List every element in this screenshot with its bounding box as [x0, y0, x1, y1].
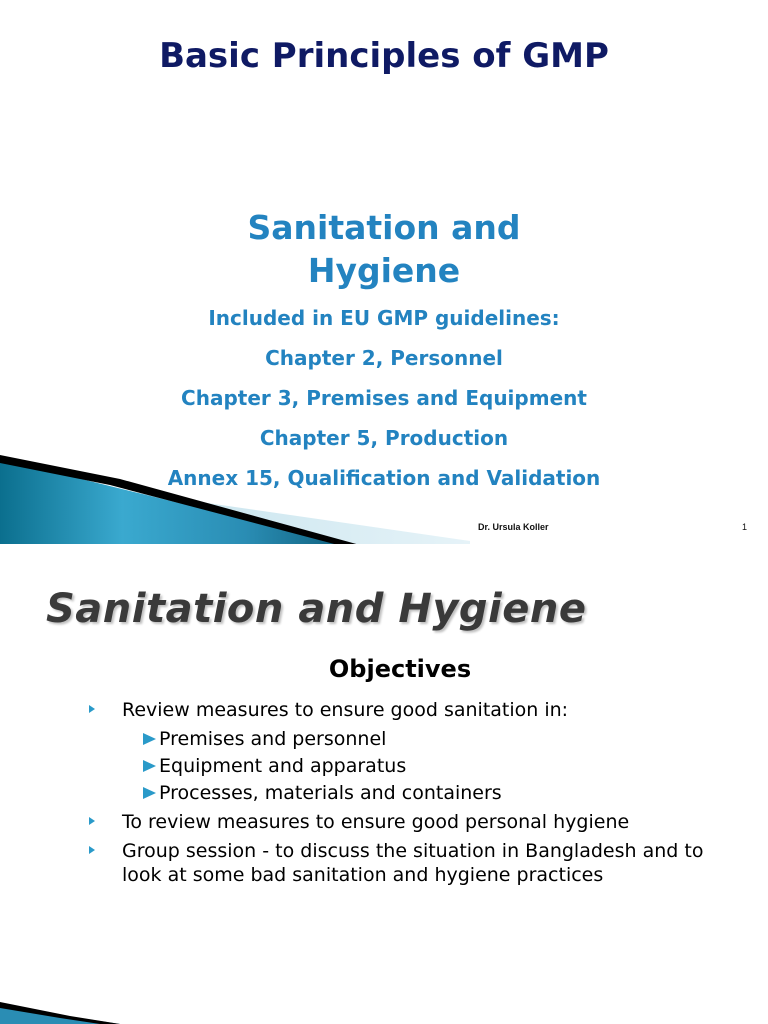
objective-subitem	[0, 727, 768, 751]
objective-subtext: Premises and personnel	[159, 728, 387, 750]
bullet-arrow-icon	[143, 787, 156, 799]
objective-subitem	[0, 754, 768, 778]
slide-decoration-swoosh	[0, 992, 120, 1024]
bullet-arrow-icon	[89, 705, 95, 713]
objective-item	[0, 810, 768, 834]
objective-subtext: Equipment and apparatus	[159, 755, 407, 777]
bullet-arrow-icon	[89, 817, 95, 825]
slide-2-title: Sanitation and Hygiene	[46, 586, 587, 632]
bullet-arrow-icon	[89, 846, 95, 854]
objective-text: To review measures to ensure good personal hygiene	[122, 811, 630, 833]
slide-1-title: Basic Principles of GMP	[159, 36, 609, 76]
objective-subtext: Processes, materials and containers	[159, 782, 502, 804]
guideline-line: Chapter 5, Production	[259, 426, 509, 450]
guideline-line: Chapter 3, Premises and Equipment	[181, 386, 587, 410]
objective-item	[0, 698, 768, 722]
slide-page-number: 1	[742, 522, 748, 532]
objective-text: Group session - to discuss the situation in Bangladesh and to look at some bad sanitation and hygiene practices	[122, 840, 704, 886]
objective-item	[0, 839, 768, 887]
slide-2	[0, 560, 768, 1024]
guideline-line: Chapter 2, Personnel	[265, 346, 503, 370]
slide-footer-author: Dr. Ursula Koller	[478, 522, 549, 532]
objectives-list	[0, 698, 768, 892]
objective-subitem	[0, 781, 768, 805]
bullet-arrow-icon	[143, 760, 156, 772]
guideline-line: Included in EU GMP guidelines:	[208, 306, 560, 330]
slide-1-subtitle: Sanitation and Hygiene	[247, 208, 521, 290]
slide-decoration-swoosh	[0, 455, 470, 544]
objective-text: Review measures to ensure good sanitation in:	[122, 699, 569, 721]
guideline-line: Annex 15, Qualification and Validation	[167, 466, 601, 490]
slide-separator	[0, 544, 768, 560]
bullet-arrow-icon	[143, 733, 156, 745]
objectives-heading: Objectives	[328, 655, 472, 683]
